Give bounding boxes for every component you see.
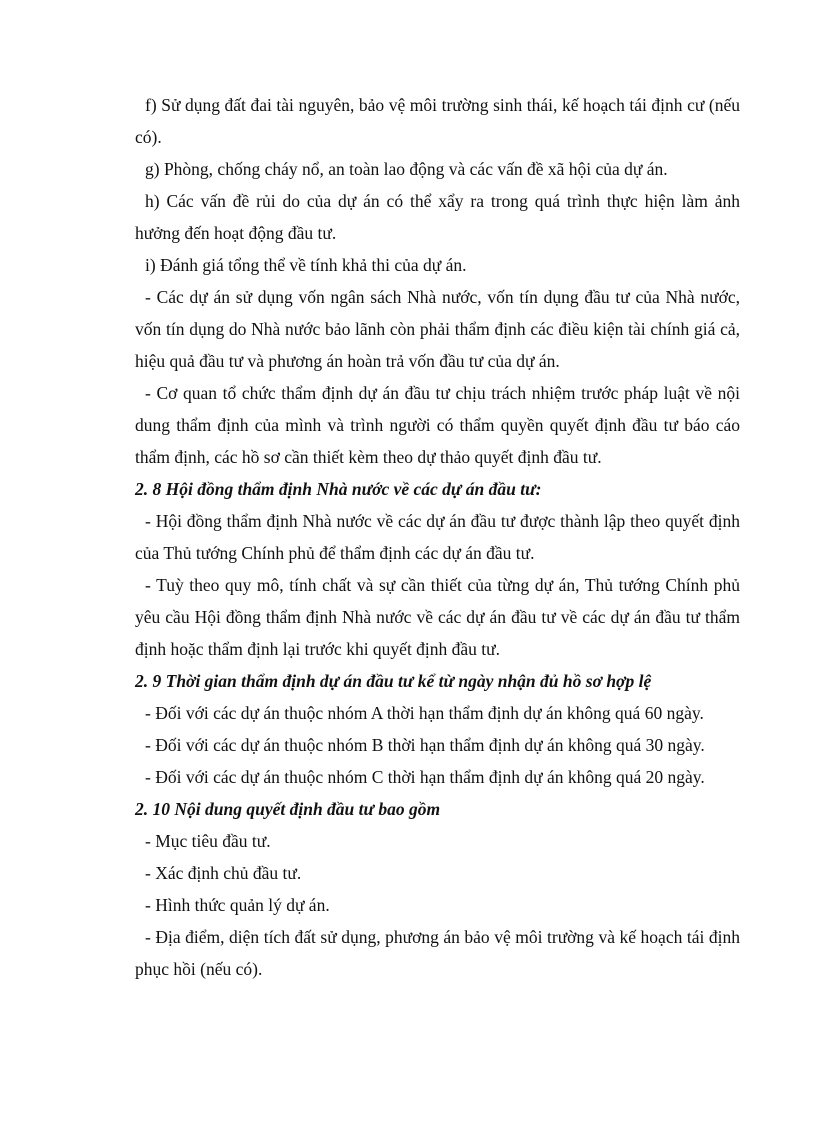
list-item-management-form: - Hình thức quản lý dự án. [145,895,330,915]
paragraph-h: h) Các vấn đề rủi do của dự án có thể xẩy ra trong quá trình thực hiện làm ảnh hưởng đến hoạt động đầu tư. [135,191,740,243]
paragraph-group-c: - Đối với các dự án thuộc nhóm C thời hạn thẩm định dự án không quá 20 ngày. [145,767,705,787]
section-heading-2-9: 2. 9 Thời gian thẩm định dự án đầu tư kể từ ngày nhận đủ hồ sơ hợp lệ [135,671,652,691]
paragraph-council-request: - Tuỳ theo quy mô, tính chất và sự cần thiết của từng dự án, Thủ tướng Chính phủ yêu cầu Hội đồng thẩm định Nhà nước về các dự án đầu tư về các dự án đầu tư thẩm định hoặc thẩm định lại trước khi quyết định đầu tư. [135,575,740,659]
list-item-objective: - Mục tiêu đầu tư. [145,831,271,851]
section-heading-2-8: 2. 8 Hội đồng thẩm định Nhà nước về các dự án đầu tư: [135,479,542,499]
list-item-investor: - Xác định chủ đầu tư. [145,863,302,883]
paragraph-group-a: - Đối với các dự án thuộc nhóm A thời hạn thẩm định dự án không quá 60 ngày. [145,703,704,723]
paragraph-f: f) Sử dụng đất đai tài nguyên, bảo vệ môi trường sinh thái, kế hoạch tái định cư (nếu có). [135,95,740,147]
paragraph-group-b: - Đối với các dự án thuộc nhóm B thời hạn thẩm định dự án không quá 30 ngày. [145,735,705,755]
list-item-location: - Địa điểm, diện tích đất sử dụng, phương án bảo vệ môi trường và kế hoạch tái định phục hồi (nếu có). [135,927,740,979]
paragraph-i: i) Đánh giá tổng thể về tính khả thi của dự án. [145,255,467,275]
paragraph-financial-conditions: - Các dự án sử dụng vốn ngân sách Nhà nước, vốn tín dụng đầu tư của Nhà nước, vốn tín dụng do Nhà nước bảo lãnh còn phải thẩm định các điều kiện tài chính giá cả, hiệu quả đầu tư và phương án hoàn trả vốn đầu tư của dự án. [135,287,740,371]
paragraph-appraisal-agency: - Cơ quan tổ chức thẩm định dự án đầu tư chịu trách nhiệm trước pháp luật về nội dung thẩm định của mình và trình người có thẩm quyền quyết định đầu tư báo cáo thẩm định, các hồ sơ cần thiết kèm theo dự thảo quyết định đầu tư. [135,383,740,467]
section-heading-2-10: 2. 10 Nội dung quyết định đầu tư bao gồm [135,799,441,819]
paragraph-g: g) Phòng, chống cháy nổ, an toàn lao động và các vấn đề xã hội của dự án. [145,159,668,179]
document-page [135,89,740,985]
paragraph-council-establishment: - Hội đồng thẩm định Nhà nước về các dự án đầu tư được thành lập theo quyết định của Thủ tướng Chính phủ để thẩm định các dự án đầu tư. [135,511,740,563]
